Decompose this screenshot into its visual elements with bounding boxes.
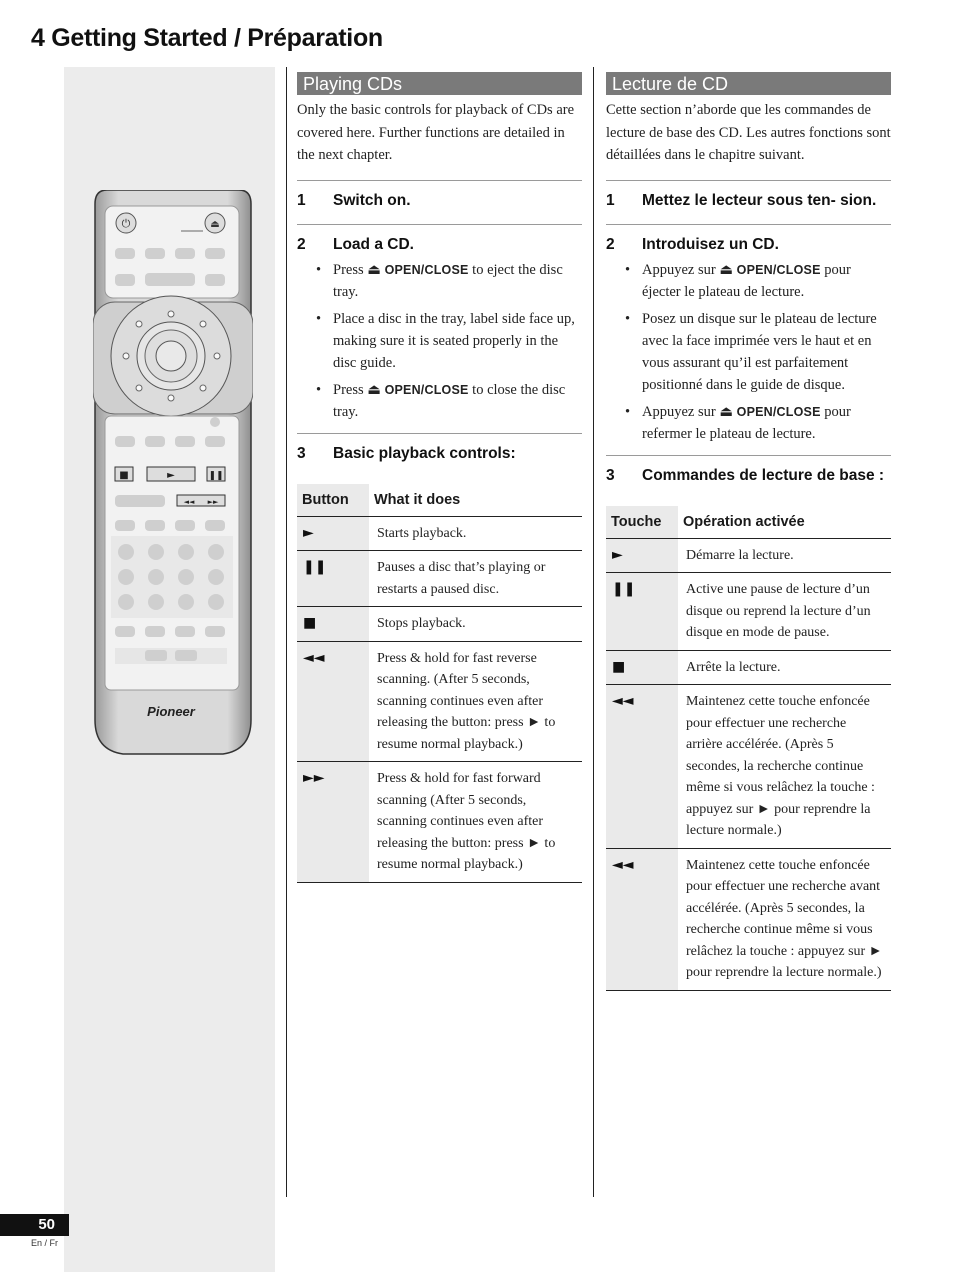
column-divider <box>593 67 594 1197</box>
step-2-bullets <box>297 259 582 423</box>
table-row: ■ Stops playback. <box>297 607 582 642</box>
list-item: • Posez un disque sur le plateau de lecture avec la face imprimée vers le haut et en vous assurant qu’il est parfaitement positionné dans le guide de disque. <box>606 308 891 396</box>
play-icon: ► <box>167 470 175 481</box>
table-header: Touche <box>606 506 678 539</box>
rewind-icon: ◄◄ <box>297 641 369 762</box>
eject-icon: ⏏ <box>719 403 734 420</box>
brand-logo: Pioneer <box>147 704 195 719</box>
stop-icon: ■ <box>297 607 369 642</box>
step-2: 2 Introduisez un CD. <box>606 235 779 253</box>
fast-forward-icon: ►► <box>297 762 369 883</box>
list-item: • Appuyez sur ⏏ OPEN/CLOSE pour refermer le plateau de lecture. <box>606 401 891 445</box>
intro-text: Only the basic controls for playback of CDs are covered here. Further functions are detailed in the next chapter. <box>297 102 575 163</box>
table-header: Opération activée <box>678 506 891 539</box>
list-item: • Appuyez sur ⏏ OPEN/CLOSE pour éjecter le plateau de lecture. <box>606 259 891 303</box>
list-item: • Press ⏏ OPEN/CLOSE to close the disc tray. <box>297 379 582 423</box>
power-icon: ⏻ <box>121 217 131 230</box>
stop-icon: ■ <box>606 650 678 685</box>
list-item: • Place a disc in the tray, label side face up, making sure it is seated properly in the disc guide. <box>297 308 582 374</box>
column-divider <box>286 67 287 1197</box>
list-item: • Press ⏏ OPEN/CLOSE to eject the disc tray. <box>297 259 582 303</box>
rewind-icon: ◄◄ <box>606 685 678 849</box>
intro-text: Cette section n’aborde que les commandes de lecture de base des CD. Les autres fonctions sont détaillées dans le chapitre suivant. <box>606 102 891 163</box>
play-icon: ► <box>606 538 678 573</box>
page-title: 4 Getting Started / Préparation <box>31 24 383 52</box>
controls-table <box>606 506 891 991</box>
table-row: ► Démarre la lecture. <box>606 538 891 573</box>
table-row: ►► Press & hold for fast forward scanning (After 5 seconds, scanning continues even after releasing the button: press ► to resume normal playback.) <box>297 762 582 883</box>
fast-forward-icon: ►► <box>207 498 219 506</box>
table-row: ◄◄ Maintenez cette touche enfoncée pour effectuer une recherche arrière accélérée. (Après 5 secondes, la recherche continue même si vous relâchez la touche : appuyez sur ► pour reprendre la lecture normale.) <box>606 685 891 849</box>
pause-icon: ❚❚ <box>297 551 369 607</box>
step-2: 2 Load a CD. <box>297 235 414 253</box>
eject-icon: ⏏ <box>367 381 381 398</box>
step-1: 1 Mettez le lecteur sous ten- sion. <box>606 191 877 209</box>
rewind-icon: ◄◄ <box>183 498 195 506</box>
table-header: Button <box>297 484 369 517</box>
controls-table <box>297 484 582 883</box>
section-heading: Playing CDs <box>297 72 582 95</box>
table-row: ■ Arrête la lecture. <box>606 650 891 685</box>
play-icon: ► <box>297 516 369 551</box>
table-row: ◄◄ Maintenez cette touche enfoncée pour effectuer une recherche avant accélérée. (Après 5 secondes, la recherche continue même si vous relâchez la touche : appuyez sur ► pour reprendre la lecture normale.) <box>606 848 891 990</box>
pause-icon: ❚❚ <box>606 573 678 651</box>
eject-icon: ⏏ <box>367 261 381 278</box>
eject-icon: ⏏ <box>719 261 734 278</box>
remote-control-illustration <box>93 190 253 758</box>
step-1: 1 Switch on. <box>297 191 411 209</box>
pause-icon: ❚❚ <box>208 471 224 481</box>
table-row: ◄◄ Press & hold for fast reverse scanning. (After 5 seconds, scanning continues even after releasing the button: press ► to resume normal playback.) <box>297 641 582 762</box>
table-row: ► Starts playback. <box>297 516 582 551</box>
table-header: What it does <box>369 484 582 517</box>
rewind-icon: ◄◄ <box>606 848 678 990</box>
page-number: 50 <box>0 1214 69 1236</box>
step-3: 3 Basic playback controls: <box>297 444 516 462</box>
stop-icon: ■ <box>119 470 129 481</box>
french-column <box>606 72 891 991</box>
table-row: ❚❚ Active une pause de lecture d’un disque ou reprend la lecture d’un disque en mode de pause. <box>606 573 891 651</box>
english-column <box>297 72 582 883</box>
language-label: En / Fr <box>31 1238 59 1248</box>
step-2-bullets <box>606 259 891 445</box>
eject-icon: ⏏ <box>210 219 220 230</box>
section-heading: Lecture de CD <box>606 72 891 95</box>
table-row: ❚❚ Pauses a disc that’s playing or restarts a paused disc. <box>297 551 582 607</box>
step-3: 3 Commandes de lecture de base : <box>606 466 885 484</box>
